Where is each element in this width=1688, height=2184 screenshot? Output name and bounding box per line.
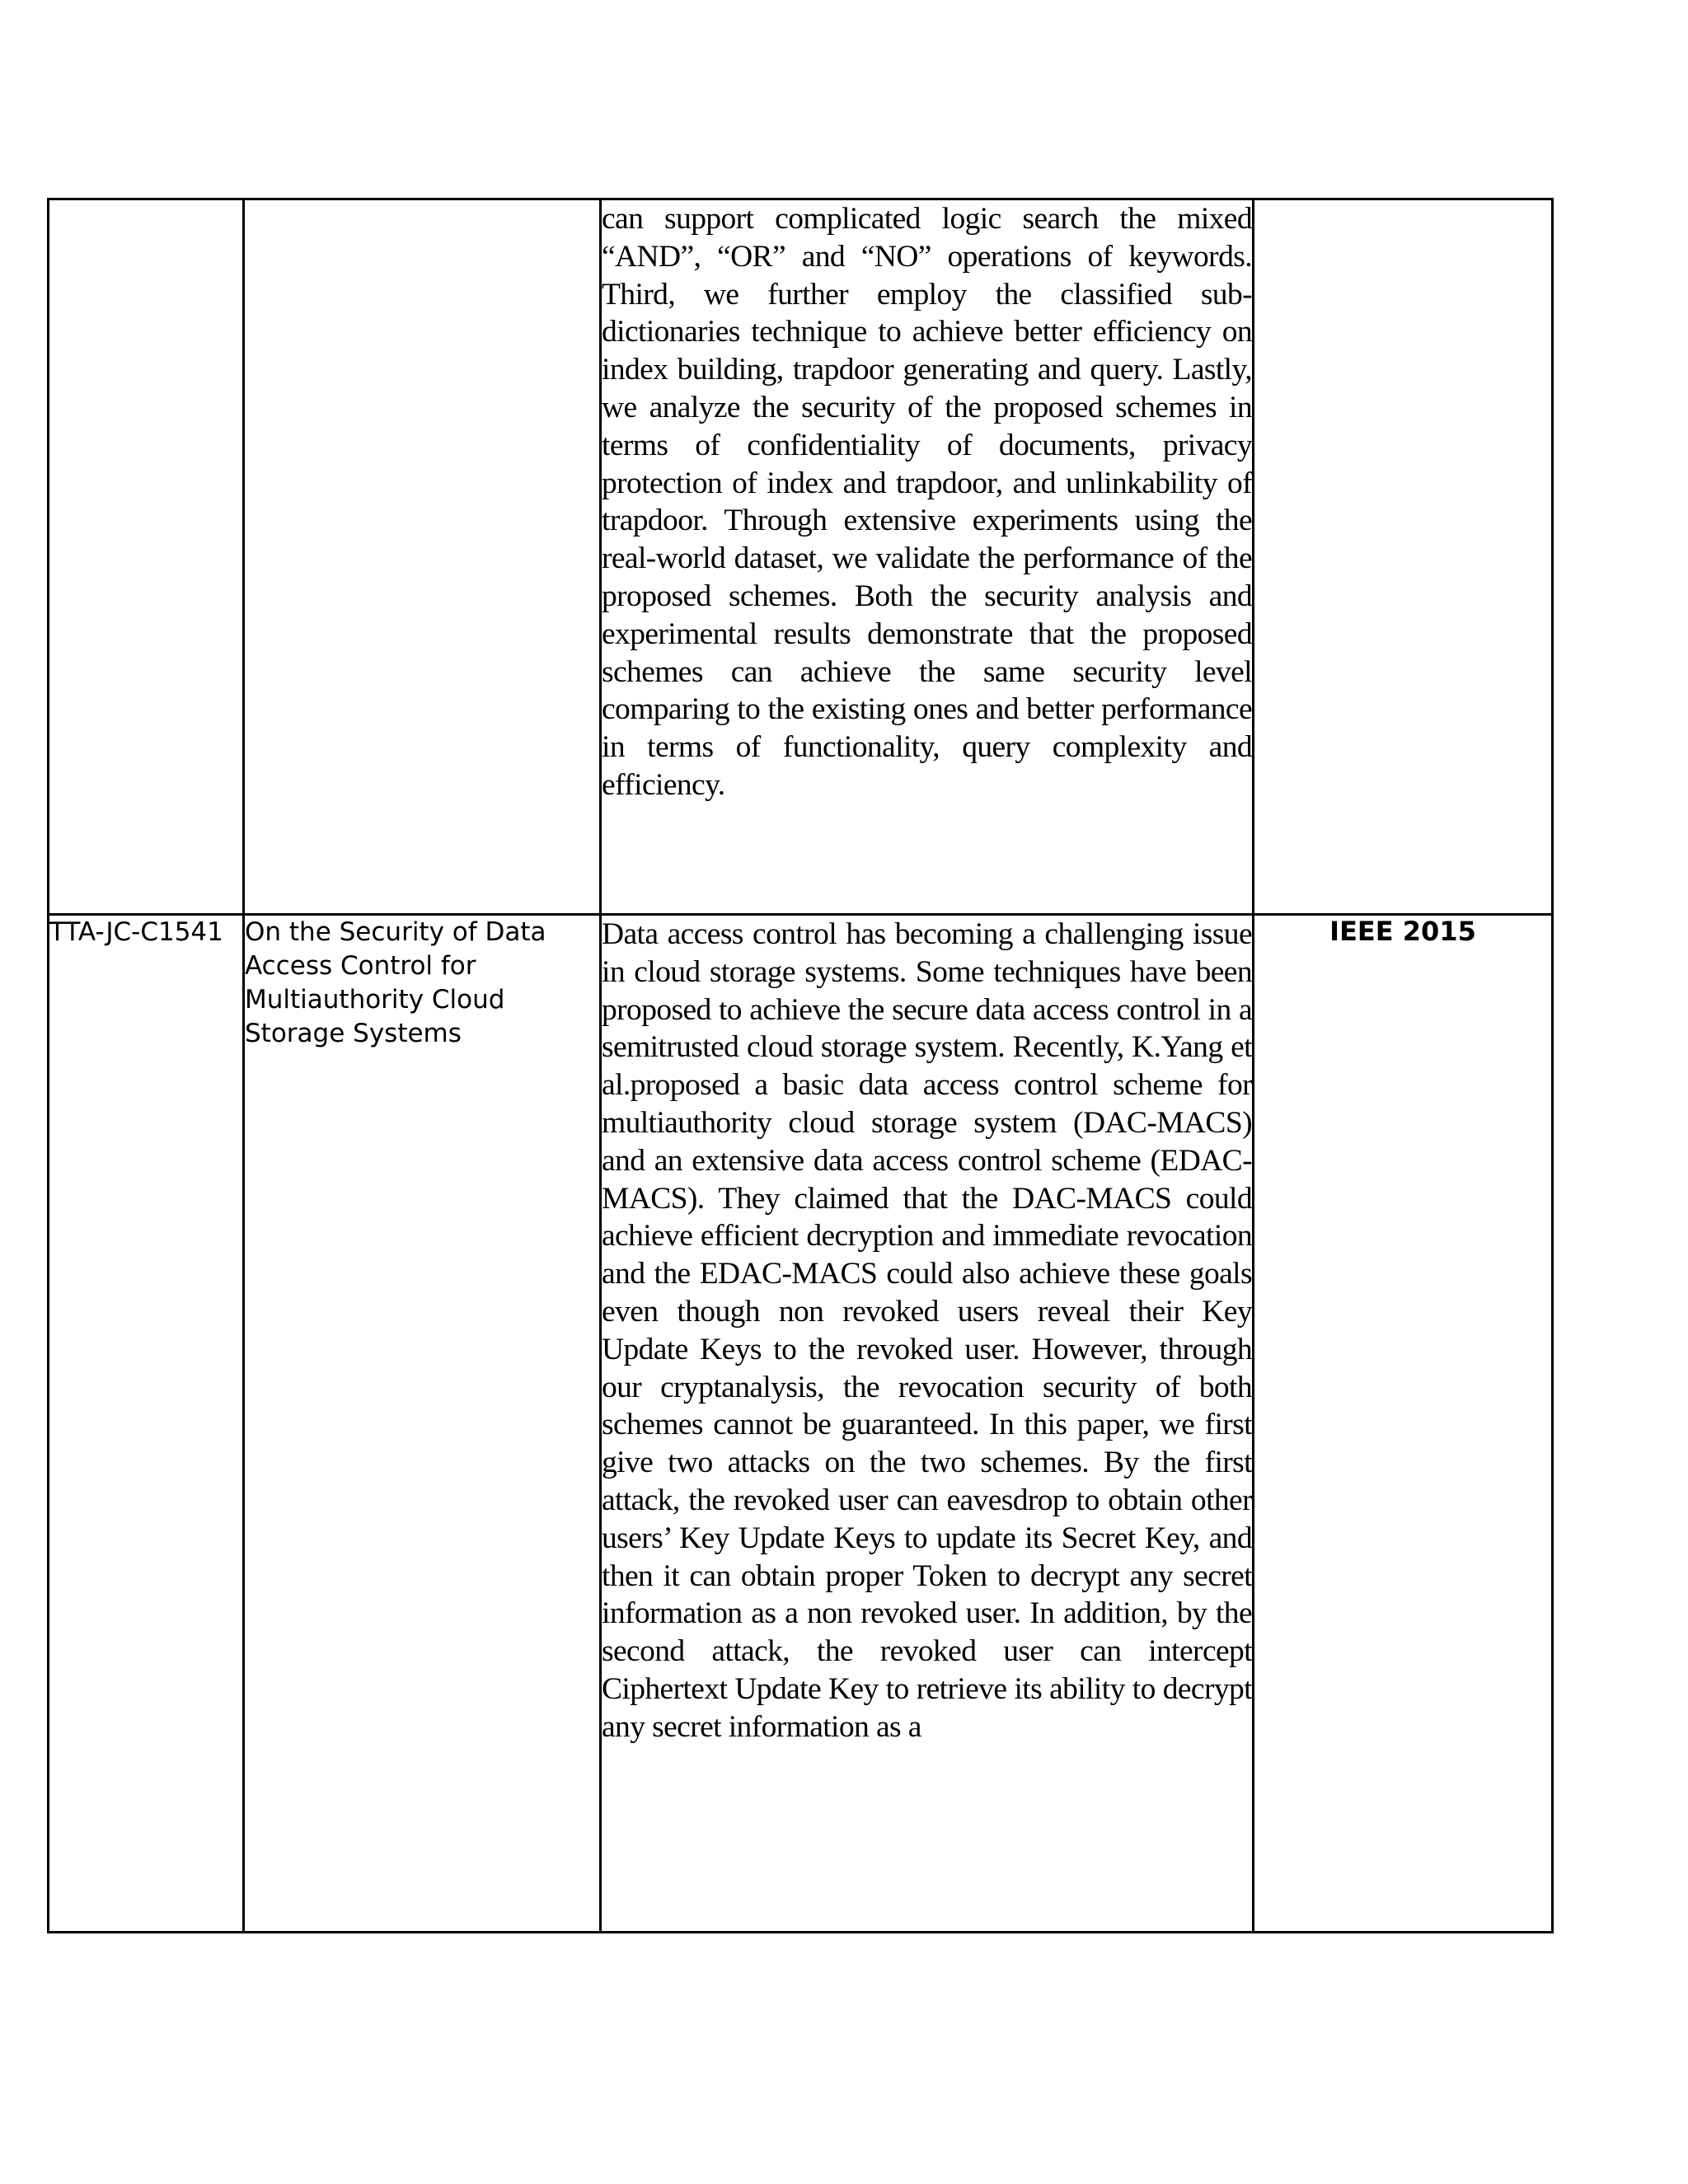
abstract-cell: can support complicated logic search the mixed “AND”, “OR” and “NO” operations of keywords. Third, we further employ the classified sub-dictionaries technique to achieve better efficiency on index building, trapdoor generating and query. Lastly, we analyze the security of the proposed schemes in terms of confidentiality of documents, privacy protection of index and trapdoor, and unlinkability of trapdoor. Through extensive experiments using the real-world dataset, we validate the performance of the proposed schemes. Both the security analysis and experimental results demonstrate that the proposed schemes can achieve the same security level comparing to the existing ones and better performance in terms of functionality, query complexity and efficiency. [601, 199, 1254, 915]
year-cell: IEEE 2015 [1254, 915, 1553, 1933]
project-title-cell [244, 199, 601, 915]
project-title-cell: On the Security of Data Access Control for Multiauthority Cloud Storage Systems [244, 915, 601, 1933]
project-id-cell [49, 199, 244, 915]
table-row [49, 915, 1553, 1933]
year-cell [1254, 199, 1553, 915]
project-id-cell: TTA-JC-C1541 [49, 915, 244, 1933]
project-table [47, 198, 1554, 1933]
abstract-cell: Data access control has becoming a challenging issue in cloud storage systems. Some techniques have been proposed to achieve the secure data access control in a semitrusted cloud storage system. Recently, K.Yang et al.proposed a basic data access control scheme for multiauthority cloud storage system (DAC-MACS) and an extensive data access control scheme (EDAC-MACS). They claimed that the DAC-MACS could achieve efficient decryption and immediate revocation and the EDAC-MACS could also achieve these goals even though non revoked users reveal their Key Update Keys to the revoked user. However, through our cryptanalysis, the revocation security of both schemes cannot be guaranteed. In this paper, we first give two attacks on the two schemes. By the first attack, the revoked user can eavesdrop to obtain other users’ Key Update Keys to update its Secret Key, and then it can obtain proper Token to decrypt any secret information as a non revoked user. In addition, by the second attack, the revoked user can intercept Ciphertext Update Key to retrieve its ability to decrypt any secret information as a [601, 915, 1254, 1933]
table-row [49, 199, 1553, 915]
